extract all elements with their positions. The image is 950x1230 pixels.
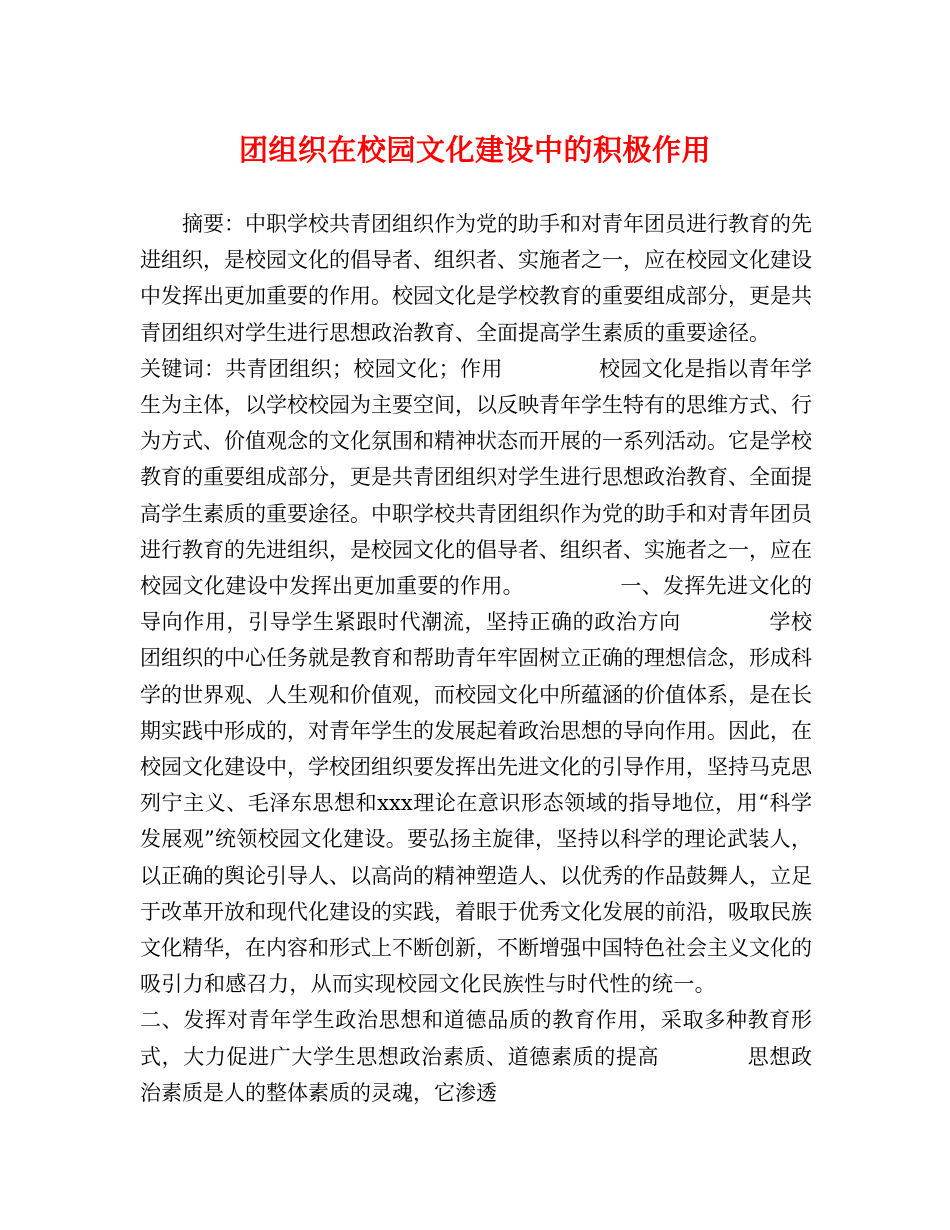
section-2-heading: 二、发挥对青年学生政治思想和道德品质的教育作用，采取多种教育形式，大力促进广大学生思想政治素质、道德素质的提高 [140,1008,812,1069]
section-1-paragraph: 学校团组织的中心任务就是教育和帮助青年牢固树立正确的理想信念，形成科学的世界观、人生观和价值观，而校园文化中所蕴涵的价值体系，是在长期实践中形成的，对青年学生的发展起着政治思想的导向作用。因此，在校园文化建设中，学校团组织要发挥出先进文化的引导作用，坚持马克思列宁主义、毛泽东思想和xxx理论在意识形态领域的指导地位，用“科学发展观”统领校园文化建设。要弘扬主旋律，坚持以科学的理论武装人，以正确的舆论引导人、以高尚的精神塑造人、以优秀的作品鼓舞人，立足于改革开放和现代化建设的实践，着眼于优秀文化发展的前沿，吸取民族文化精华，在内容和形式上不断创新，不断增强中国特色社会主义文化的吸引力和感召力，从而实现校园文化民族性与时代性的统一。 [140,610,813,997]
document-body [140,206,812,1111]
abstract-text: 摘要：中职学校共青团组织作为党的助手和对青年团员进行教育的先进组织，是校园文化的倡导者、组织者、实施者之一，应在校园文化建设中发挥出更加重要的作用。校园文化是学校教育的重要组成部分，更是共青团组织对学生进行思想政治教育、全面提高学生素质的重要途径。 [140,212,812,345]
section-2-paragraph: 思想政治素质是人的整体素质的灵魂，它渗透 [140,1044,812,1105]
document-title: 团组织在校园文化建设中的积极作用 [238,133,711,167]
intro-paragraph: 校园文化是指以青年学生为主体，以学校校园为主要空间，以反映青年学生特有的思维方式、行为方式、价值观念的文化氛围和精神状态而开展的一系列活动。它是学校教育的重要组成部分，更是共青团组织对学生进行思想政治教育、全面提高学生素质的重要途径。中职学校共青团组织作为党的助手和对青年团员进行教育的先进组织，是校园文化的倡导者、组织者、实施者之一，应在校园文化建设中发挥出更加重要的作用。 [140,356,813,599]
keywords-text: 关键词：共青团组织；校园文化；作用 [140,356,503,381]
section-1-heading: 一、发挥先进文化的导向作用，引导学生紧跟时代潮流，坚持正确的政治方向 [140,574,812,635]
